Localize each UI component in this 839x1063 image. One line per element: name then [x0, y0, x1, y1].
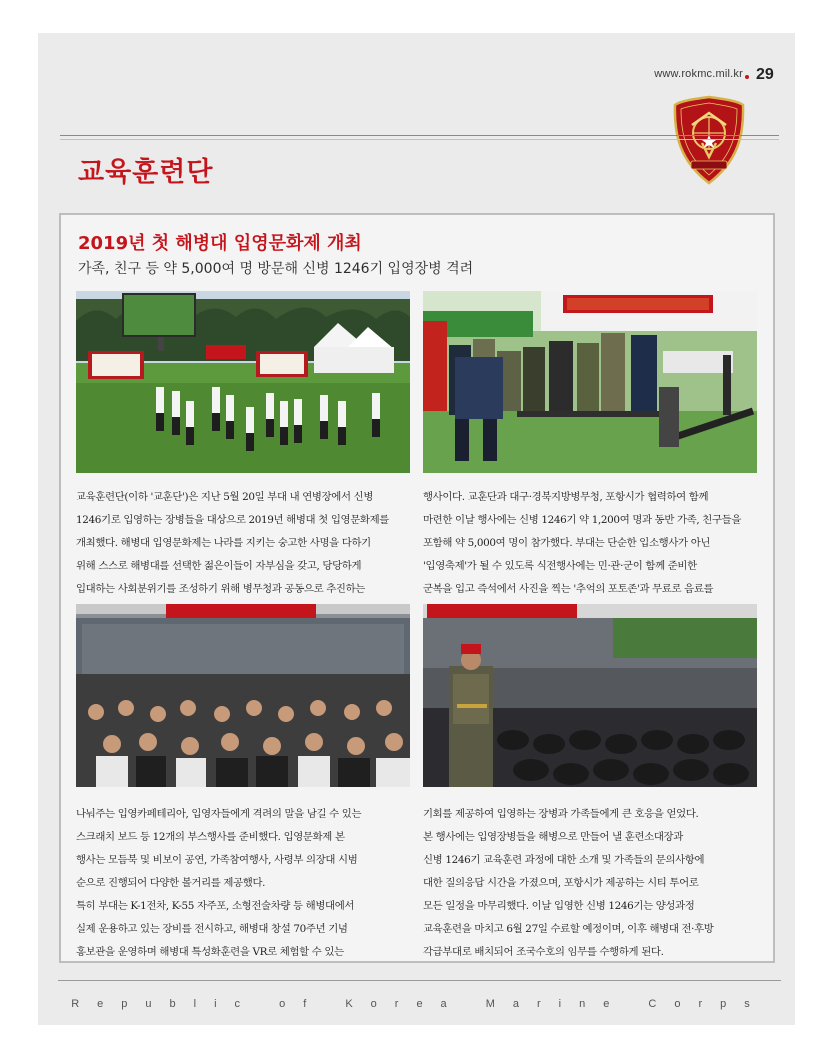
- paragraph-line: 교육훈련단(이하 '교훈단')은 지난 5월 20일 부대 내 연병장에서 신병: [76, 491, 374, 503]
- paragraph-line: 행사는 모듬북 및 비보이 공연, 가족참여행사, 사령부 의장대 시범: [76, 854, 358, 866]
- text-column-2: [423, 486, 757, 601]
- paragraph-line: 실제 운용하고 있는 장비를 전시하고, 해병대 창설 70주년 기념: [76, 923, 348, 935]
- photo-parade-ground: [76, 291, 410, 473]
- paragraph-line: 기회를 제공하여 입영하는 장병과 가족들에게 큰 호응을 얻었다.: [423, 808, 699, 820]
- article-subtitle: 가족, 친구 등 약 5,000여 명 방문해 신병 1246기 입영장병 격려: [78, 261, 474, 277]
- paragraph-line: 신병 1246기 교육훈련 과정에 대한 소개 및 가족들의 문의사항에: [423, 854, 705, 866]
- website-url: www.rokmc.mil.kr: [654, 68, 743, 80]
- text-column-4: [423, 803, 757, 964]
- footer-text: Republic of Korea Marine Corps: [71, 998, 768, 1010]
- footer-rule: [58, 980, 781, 981]
- section-title: 교육훈련단: [78, 157, 214, 188]
- paragraph-line: 포함해 약 5,000여 명이 참가했다. 부대는 단순한 입소행사가 아닌: [423, 537, 711, 549]
- page-number: 29: [756, 66, 774, 83]
- paragraph-line: 각급부대로 배치되어 조국수호의 임무를 수행하게 된다.: [423, 946, 664, 958]
- text-column-1: [76, 486, 410, 601]
- photo-booth-tent: [423, 291, 757, 473]
- paragraph-line: 홍보관을 운영하며 해병대 특성화훈련을 VR로 체험할 수 있는: [76, 946, 344, 958]
- paragraph-line: 위해 스스로 해병대를 선택한 젊은이들이 자부심을 갖고, 당당하게: [76, 560, 362, 572]
- paragraph-line: 입대하는 사회분위기를 조성하기 위해 병무청과 공동으로 추진하는: [76, 583, 365, 595]
- header-rule: [60, 135, 779, 136]
- paragraph-line: '입영축제'가 될 수 있도록 식전행사에는 민·관·군이 함께 준비한: [423, 560, 697, 572]
- paragraph-line: 행사이다. 교훈단과 대구·경북지방병무청, 포항시가 협력하여 함께: [423, 491, 709, 503]
- paragraph-line: 특히 부대는 K-1전차, K-55 자주포, 소형전술차량 등 해병대에서: [76, 900, 355, 912]
- paragraph-line: 교육훈련을 마치고 6월 27일 수료할 예정이며, 이후 해병대 전·후방: [423, 923, 714, 935]
- paragraph-line: 스크래치 보드 등 12개의 부스행사를 준비했다. 입영문화제 본: [76, 831, 345, 843]
- paragraph-line: 개최했다. 해병대 입영문화제는 나라를 지키는 숭고한 사명을 다하기: [76, 537, 371, 549]
- marine-emblem-icon: [672, 95, 746, 185]
- header-rule-secondary: [60, 139, 779, 140]
- bullet-dot-icon: [745, 75, 749, 79]
- photo-bowing-recruits: [423, 604, 757, 787]
- paragraph-line: 순으로 진행되어 다양한 볼거리를 제공했다.: [76, 877, 266, 889]
- article-title: 2019년 첫 해병대 입영문화제 개최: [78, 233, 362, 254]
- paragraph-line: 1246기로 입영하는 장병들을 대상으로 2019년 해병대 첫 입영문화제를: [76, 514, 389, 526]
- text-column-3: [76, 803, 410, 964]
- photo-recruits-crowd: [76, 604, 410, 787]
- paragraph-line: 대한 질의응답 시간을 가졌으며, 포항시가 제공하는 시티 투어로: [423, 877, 699, 889]
- paragraph-line: 본 행사에는 입영장병들을 해병으로 만들어 낼 훈련소대장과: [423, 831, 683, 843]
- paragraph-line: 나눠주는 입영카페테리아, 입영자들에게 격려의 말을 남길 수 있는: [76, 808, 362, 820]
- paragraph-line: 모든 일정을 마무리했다. 이날 입영한 신병 1246기는 양성과정: [423, 900, 695, 912]
- paragraph-line: 마련한 이날 행사에는 신병 1246기 약 1,200여 명과 동반 가족, 친구들을: [423, 514, 742, 526]
- paragraph-line: 군복을 입고 즉석에서 사진을 찍는 '추억의 포토존'과 무료로 음료를: [423, 583, 714, 595]
